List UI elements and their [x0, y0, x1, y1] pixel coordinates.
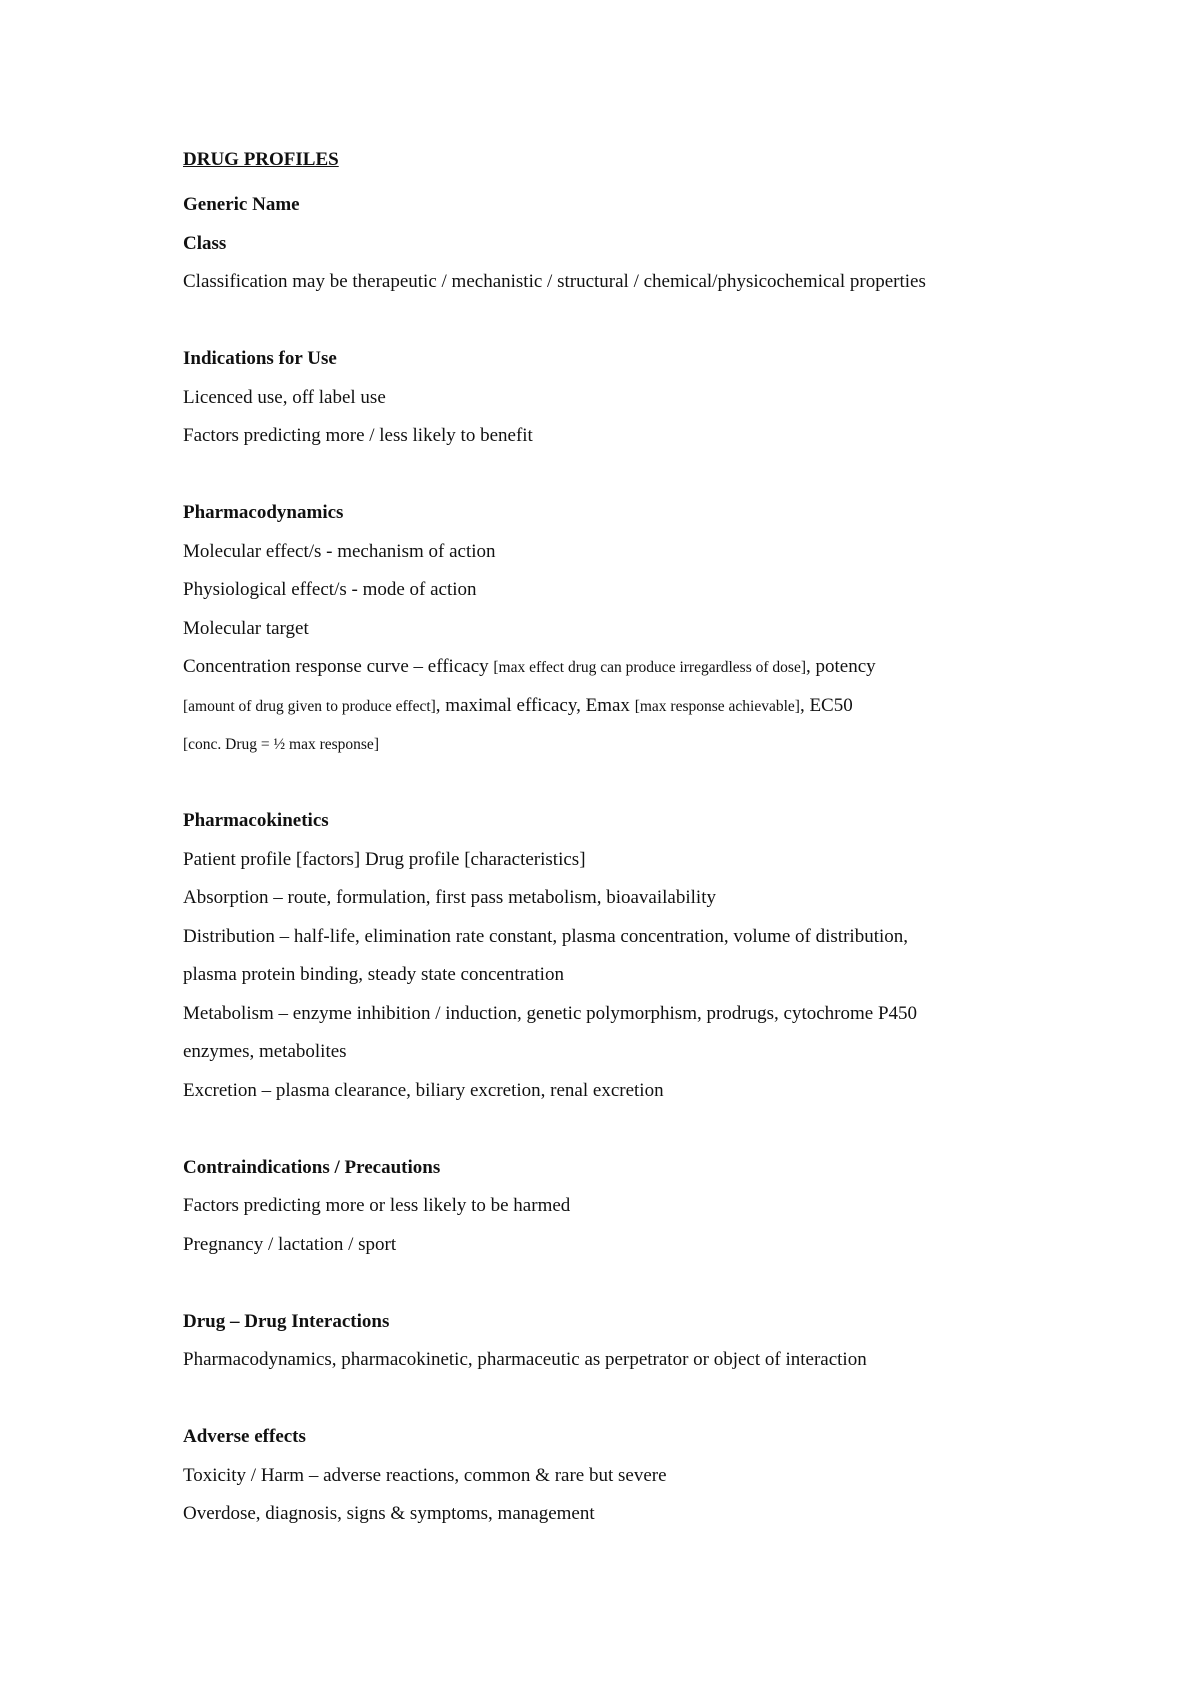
- text-run: , maximal efficacy, Emax: [435, 694, 635, 716]
- indications-line: Factors predicting more / less likely to benefit: [183, 425, 533, 446]
- spacer: [183, 1264, 1083, 1303]
- indications-heading: Indications for Use: [183, 348, 337, 369]
- adverse-effects-line: Toxicity / Harm – adverse reactions, common & rare but severe: [183, 1464, 667, 1486]
- text-run: , potency: [805, 656, 876, 677]
- indications-line: Licenced use, off label use: [183, 386, 386, 408]
- adverse-effects-heading: Adverse effects: [183, 1426, 306, 1447]
- text-run-small: [conc. Drug = ½ max response]: [183, 736, 379, 753]
- pharmacodynamics-line: Physiological effect/s - mode of action: [183, 579, 477, 600]
- spacer: [183, 764, 1083, 803]
- document-title: DRUG PROFILES: [183, 149, 339, 170]
- pharmacodynamics-line: Molecular effect/s - mechanism of action: [183, 540, 496, 562]
- text-run-small: [max response achievable]: [634, 697, 800, 715]
- concentration-response-line-1: [183, 648, 1083, 687]
- interactions-heading: Drug – Drug Interactions: [183, 1310, 390, 1332]
- pharmacokinetics-heading: Pharmacokinetics: [183, 810, 329, 831]
- generic-name-heading: Generic Name: [183, 194, 300, 215]
- text-run-small: [max effect drug can produce irregardless of dose]: [493, 659, 806, 676]
- pharmacokinetics-line: Excretion – plasma clearance, biliary excretion, renal excretion: [183, 1079, 664, 1101]
- pharmacokinetics-line: Patient profile [factors] Drug profile [characteristics]: [183, 848, 586, 870]
- concentration-response-line-2: [183, 687, 1083, 726]
- contraindications-line: Factors predicting more or less likely to be harmed: [183, 1195, 571, 1216]
- document-body: [183, 143, 1083, 1534]
- spacer: [183, 456, 1083, 495]
- concentration-response-line-3: [183, 725, 1083, 764]
- pharmacodynamics-line: Molecular target: [183, 617, 309, 639]
- pharmacodynamics-heading: Pharmacodynamics: [183, 502, 344, 523]
- spacer: [183, 1110, 1083, 1149]
- text-run: , EC50: [799, 694, 853, 716]
- spacer: [183, 302, 1083, 341]
- pharmacokinetics-line: Absorption – route, formulation, first pass metabolism, bioavailability: [183, 887, 716, 908]
- pharmacokinetics-line: plasma protein binding, steady state concentration: [183, 964, 564, 985]
- contraindications-line: Pregnancy / lactation / sport: [183, 1233, 397, 1255]
- pharmacokinetics-line: Metabolism – enzyme inhibition / induction, genetic polymorphism, prodrugs, cytochrome P450: [183, 1002, 918, 1024]
- class-heading: Class: [183, 232, 227, 254]
- text-run: Concentration response curve – efficacy: [183, 656, 494, 677]
- class-line: Classification may be therapeutic / mechanistic / structural / chemical/physicochemical properties: [183, 271, 926, 292]
- adverse-effects-line: Overdose, diagnosis, signs & symptoms, management: [183, 1503, 595, 1524]
- contraindications-heading: Contraindications / Precautions: [183, 1156, 441, 1178]
- interactions-line: Pharmacodynamics, pharmacokinetic, pharmaceutic as perpetrator or object of interaction: [183, 1349, 867, 1370]
- spacer: [183, 1380, 1083, 1419]
- pharmacokinetics-line: enzymes, metabolites: [183, 1041, 347, 1062]
- pharmacokinetics-line: Distribution – half-life, elimination rate constant, plasma concentration, volume of distribution,: [183, 925, 908, 947]
- text-run-small: [amount of drug given to produce effect]: [183, 697, 436, 715]
